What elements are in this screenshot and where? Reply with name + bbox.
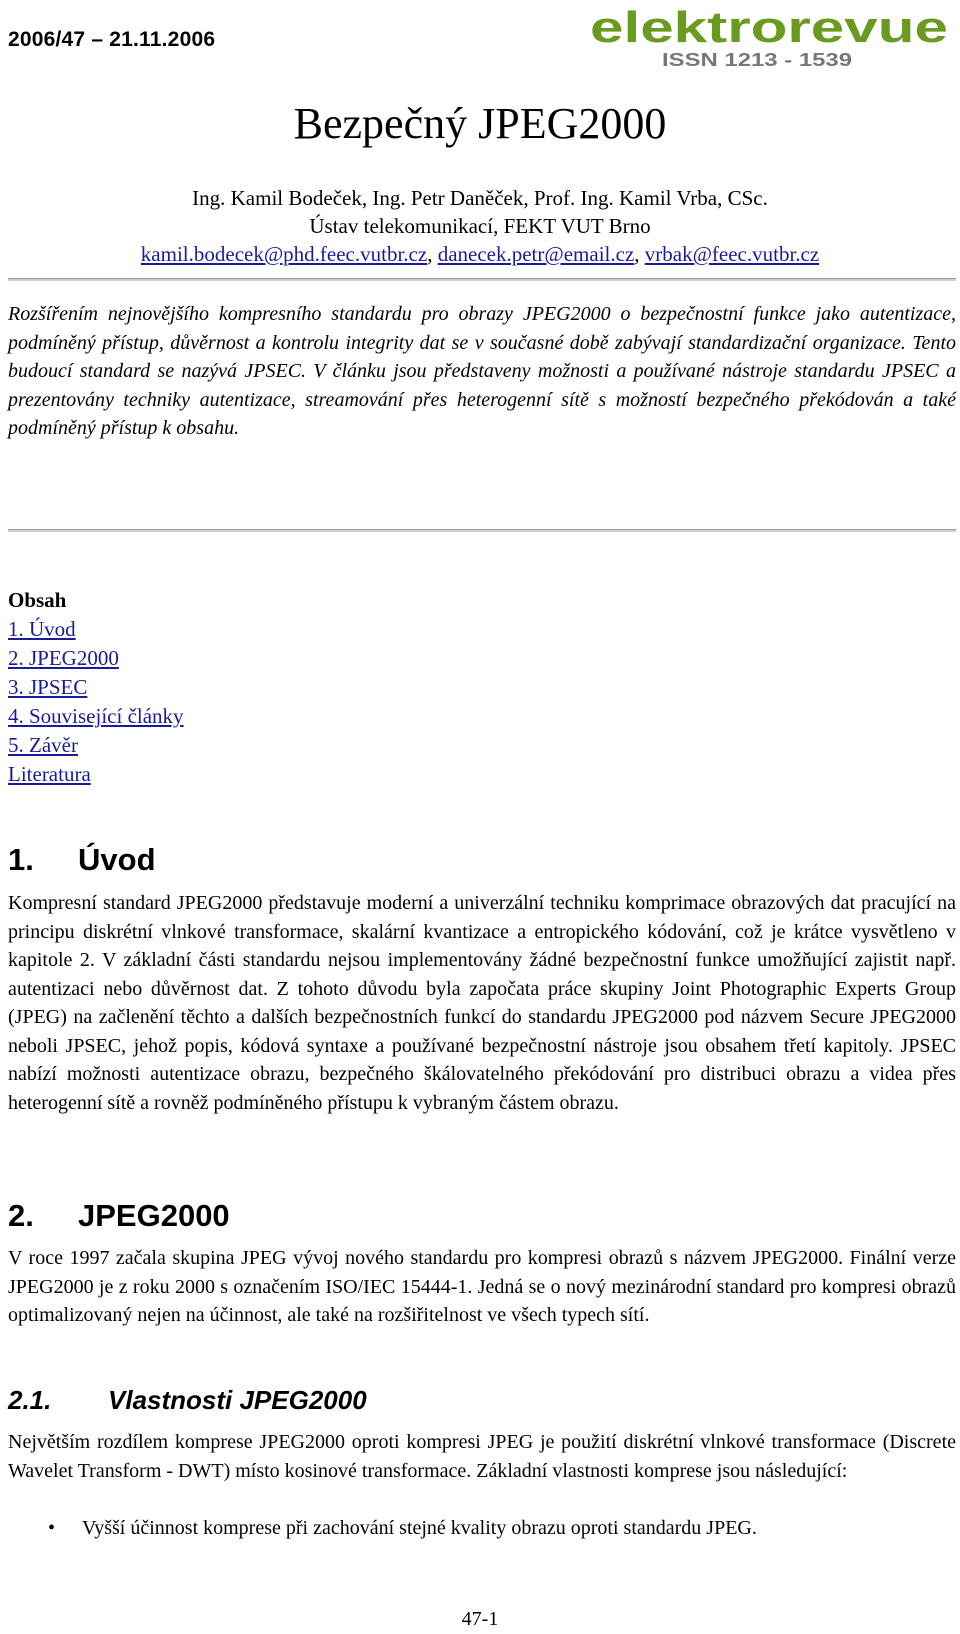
email-link-bodecek[interactable]: kamil.bodecek@phd.feec.vutbr.cz [140, 242, 428, 266]
toc-link-souvisejici[interactable]: 4. Související články [8, 704, 184, 728]
section-text-jpeg2000: V roce 1997 začala skupina JPEG vývoj nového standardu pro kompresi obrazů s názvem JPEG2000. Finální verze JPEG2000 je z roku 2000 s označením ISO/IEC 15444-1. Jedná se o nový mezinárodní standard pro kompresi obrazů optimalizovaný nejen na účinnost, ale také na rozšiřitelnost ve všech typech sítí. [8, 1247, 956, 1326]
toc-link-uvod[interactable]: 1. Úvod [8, 617, 76, 641]
list-item-text: Vyšší účinnost komprese při zachování stejné kvality obrazu oproti standardu JPEG. [82, 1517, 757, 1539]
author-emails [0, 240, 960, 268]
properties-list [8, 1514, 956, 1543]
section-text-uvod: Kompresní standard JPEG2000 představuje moderní a univerzální techniku komprimace obrazových dat pracující na principu diskrétní vlnkové transformace, skalární kvantizace a entropického kódování, což je krátce vysvětleno v kapitole 2. V základní části standardu nejsou implementovány žádné bezpečnostní funkce umožňující zajistit např. autentizaci nebo důvěrnost dat. Z tohoto důvodu byla započata práce skupiny Joint Photographic Experts Group (JPEG) na začlenění těchto a dalších bezpečnostních funkcí do standardu JPEG2000 pod názvem Secure JPEG2000 neboli JPSEC, jehož popis, kódová syntaxe a používané bezpečnostní nástroje jsou obsahem třetí kapitoly. JPSEC nabízí možnosti autentizace obrazu, bezpečného škálovatelného překódování pro distribuci obrazu a videa přes heterogenní sítě a rovněž podmíněného přístupu k vybraným částem obrazu. [8, 892, 956, 1114]
elektrorevue-logo [590, 6, 952, 72]
logo-wordmark: elektrorevue [590, 6, 948, 52]
subsection-heading-vlastnosti [8, 1385, 367, 1416]
email-separator: , [427, 242, 438, 266]
toc-title: Obsah [8, 588, 67, 612]
email-link-vrba[interactable]: vrbak@feec.vutbr.cz [644, 242, 820, 266]
toc-link-zaver[interactable]: 5. Závěr [8, 733, 78, 757]
page-number: 47-1 [461, 1608, 499, 1630]
abstract: Rozšířením nejnovějšího kompresního standardu pro obrazy JPEG2000 o bezpečnostní funkce jako autentizace, podmíněný přístup, důvěrnost a kontrolu integrity dat se v současné době zabývají standardizační organizace. Tento budoucí standard se nazývá JPSEC. V článku jsou představeny možnosti a používané nástroje standardu JPSEC a prezentovány techniky autentizace, streamování přes heterogenní sítě s možností bezpečného překódován a také podmíněný přístup k obsahu. [8, 303, 956, 439]
divider-bottom [8, 529, 956, 532]
toc-link-literatura[interactable]: Literatura [8, 762, 91, 786]
logo-issn: ISSN 1213 - 1539 [662, 50, 852, 70]
section-number: 2.1. [8, 1385, 52, 1415]
page-title: Bezpečný JPEG2000 [293, 99, 667, 148]
email-link-danecek[interactable]: danecek.petr@email.cz [437, 242, 635, 266]
section-title: Úvod [78, 842, 156, 877]
table-of-contents [8, 586, 184, 789]
author-names: Ing. Kamil Bodeček, Ing. Petr Daněček, Prof. Ing. Kamil Vrba, CSc. [192, 186, 768, 210]
section-title: Vlastnosti JPEG2000 [108, 1385, 367, 1415]
authors-block [0, 184, 960, 268]
section-heading-jpeg2000 [8, 1198, 230, 1234]
section-heading-uvod [8, 842, 156, 878]
section-text-vlastnosti: Největším rozdílem komprese JPEG2000 oproti kompresi JPEG je použití diskrétní vlnkové transformace (Discrete Wavelet Transform - DWT) místo kosinové transformace. Základní vlastnosti komprese jsou následující: [8, 1431, 956, 1482]
bullet-icon: • [48, 1517, 56, 1539]
divider-top [8, 278, 956, 281]
section-number: 1. [8, 842, 34, 877]
toc-link-jpeg2000[interactable]: 2. JPEG2000 [8, 646, 119, 670]
list-item [8, 1514, 956, 1543]
section-title: JPEG2000 [78, 1198, 230, 1233]
email-separator: , [634, 242, 645, 266]
issue-date: 2006/47 – 21.11.2006 [8, 28, 216, 51]
section-number: 2. [8, 1198, 34, 1233]
toc-link-jpsec[interactable]: 3. JPSEC [8, 675, 88, 699]
author-affiliation: Ústav telekomunikací, FEKT VUT Brno [309, 214, 651, 238]
